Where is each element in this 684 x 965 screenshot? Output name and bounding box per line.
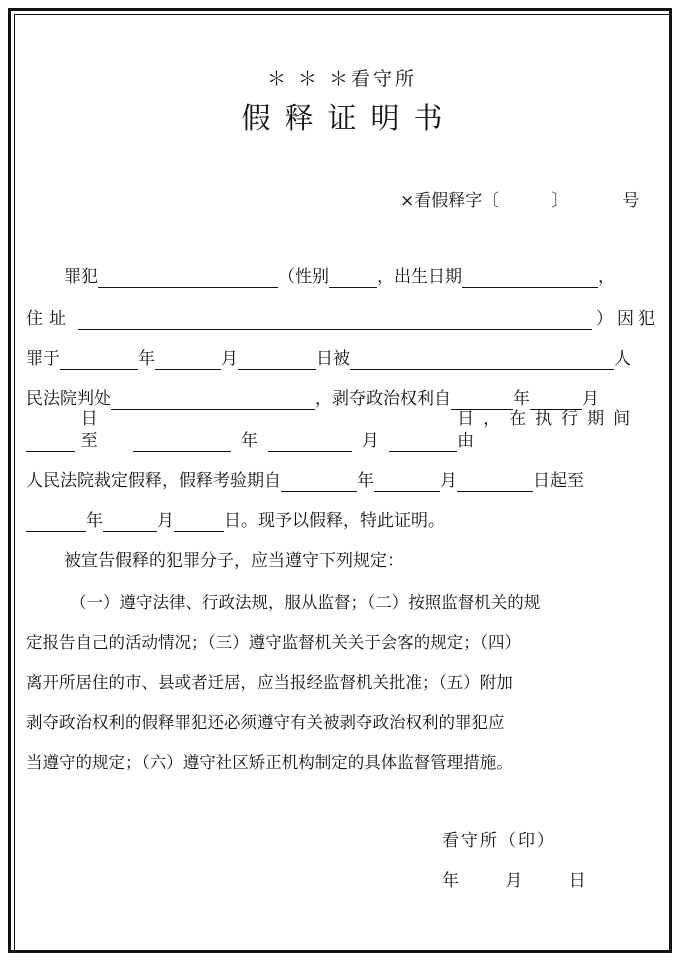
form-line-1: [64, 258, 660, 288]
form-line-3: [26, 340, 660, 370]
court-blank: [350, 351, 614, 370]
label-month-2: 月: [582, 389, 599, 409]
label-court-sentence: 民法院判处: [26, 389, 111, 409]
label-year-3: 年: [240, 431, 258, 451]
label-parole-ruling: 人民法院裁定假释，假释考验期自: [26, 471, 281, 491]
label-criminal: 罪犯: [64, 267, 98, 287]
signature-org: 看守所（印）: [442, 831, 556, 851]
label-month-5: 月: [157, 511, 174, 531]
gender-blank: [329, 269, 377, 288]
form-line-5: [26, 409, 660, 452]
year-blank-5: [26, 513, 86, 532]
rule-line-5: 当遵守的规定；（六）遵守社区矫正机构制定的具体监督管理措施。: [26, 753, 513, 772]
label-during-execution: 日，在执行期间由: [457, 409, 640, 451]
detention-center-name: ＊ ＊ ＊看守所: [266, 68, 418, 90]
month-blank-4: [374, 473, 440, 492]
month-blank-5: [103, 513, 157, 532]
label-year-5: 年: [86, 511, 103, 531]
year-blank-4: [281, 473, 357, 492]
day-blank-3: [389, 433, 457, 452]
form-line-4: [26, 380, 660, 410]
label-year-1: 年: [138, 349, 155, 369]
label-ren: 人: [614, 349, 631, 369]
label-day-by: 日被: [316, 349, 350, 369]
label-birthdate: ，出生日期: [377, 267, 462, 287]
label-certify: 日。现予以假释，特此证明。: [224, 511, 445, 531]
label-day-from: 日起至: [533, 471, 584, 491]
label-deprivation: ，剥夺政治权利自: [315, 389, 451, 409]
day-blank-1: [238, 351, 316, 370]
rule-line-1: （一）遵守法律、行政法规，服从监督；（二）按照监督机关的规: [70, 593, 541, 612]
day-blank-2: [26, 433, 75, 452]
year-blank-3: [133, 433, 231, 452]
label-month-1: 月: [221, 349, 238, 369]
label-address: 住址: [26, 309, 72, 329]
form-line-6: [26, 462, 660, 492]
label-year-2: 年: [513, 389, 530, 409]
name-blank: [98, 269, 278, 288]
doc-number-suffix: 号: [622, 191, 640, 211]
sentence-blank: [111, 391, 315, 410]
signature-date: 年 月 日: [442, 871, 594, 891]
label-month-3: 月: [361, 431, 379, 451]
form-line-2: [26, 300, 660, 330]
label-month-4: 月: [440, 471, 457, 491]
label-year-4: 年: [357, 471, 374, 491]
doc-number-close: 〕: [551, 191, 569, 211]
day-blank-5: [174, 513, 224, 532]
label-gender: （性别: [278, 267, 329, 287]
month-blank-3: [268, 433, 352, 452]
month-blank-1: [155, 351, 221, 370]
year-blank-1: [60, 351, 138, 370]
rule-line-2: 定报告自己的活动情况；（三）遵守监督机关关于会客的规定；（四）: [26, 633, 521, 652]
document-number: [400, 186, 639, 211]
label-crime: ）因犯: [596, 309, 659, 329]
label-crime-at: 罪于: [26, 349, 60, 369]
label-day-to: 日至: [80, 409, 108, 451]
doc-number-prefix: ×看假释字〔: [400, 191, 500, 211]
form-line-7: [26, 502, 660, 532]
address-blank: [78, 311, 592, 330]
rule-line-4: 剥夺政治权利的假释罪犯还必须遵守有关被剥夺政治权利的罪犯应: [26, 713, 505, 732]
rule-line-3: 离开所居住的市、县或者迁居，应当报经监督机关批准；（五）附加: [26, 673, 513, 692]
comma: ，: [598, 267, 615, 287]
day-blank-4: [457, 473, 533, 492]
rules-intro: 被宣告假释的犯罪分子，应当遵守下列规定：: [64, 551, 404, 571]
document-title: 假释证明书: [241, 101, 457, 135]
birthdate-blank: [462, 269, 598, 288]
